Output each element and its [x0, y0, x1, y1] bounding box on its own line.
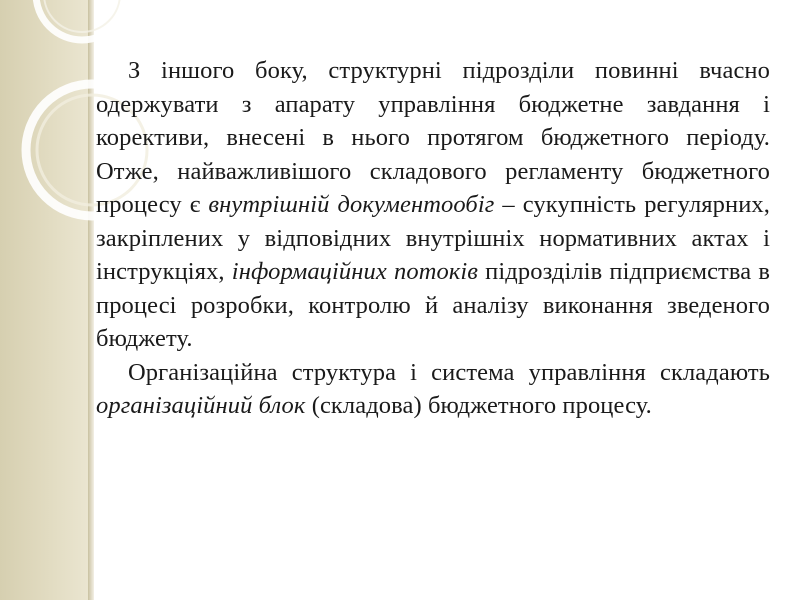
term-information-flows: інформаційних потоків — [231, 258, 479, 285]
paragraph1-text-part3: підрозділів підприємства в процесі розробки, контролю й аналізу виконання зведеного бюджету. — [96, 258, 770, 352]
slide-body-text — [96, 54, 770, 423]
term-internal-document-flow: внутрішній документообіг — [208, 191, 495, 218]
term-organizational-block: організаційний блок — [96, 392, 306, 419]
paragraph2-text-part1: Організаційна структура і система управління складають — [128, 358, 770, 386]
paragraph1-text-part2: – сукупність регулярних, закріплених у відповідних внутрішніх нормативних актах і інструкціях, — [96, 191, 770, 285]
paragraph1-text-part1: З іншого боку, структурні підрозділи повинні вчасно одержувати з апарату управління бюджетне завдання і корективи, внесені в нього протягом бюджетного періоду. Отже, найважливішого складового регламенту бюджетного процесу є — [96, 57, 770, 218]
paragraph2-text-part2: (складова) бюджетного процесу. — [305, 392, 652, 419]
paragraph-internal-document-flow — [96, 54, 770, 356]
paragraph-organizational-block — [96, 356, 770, 423]
